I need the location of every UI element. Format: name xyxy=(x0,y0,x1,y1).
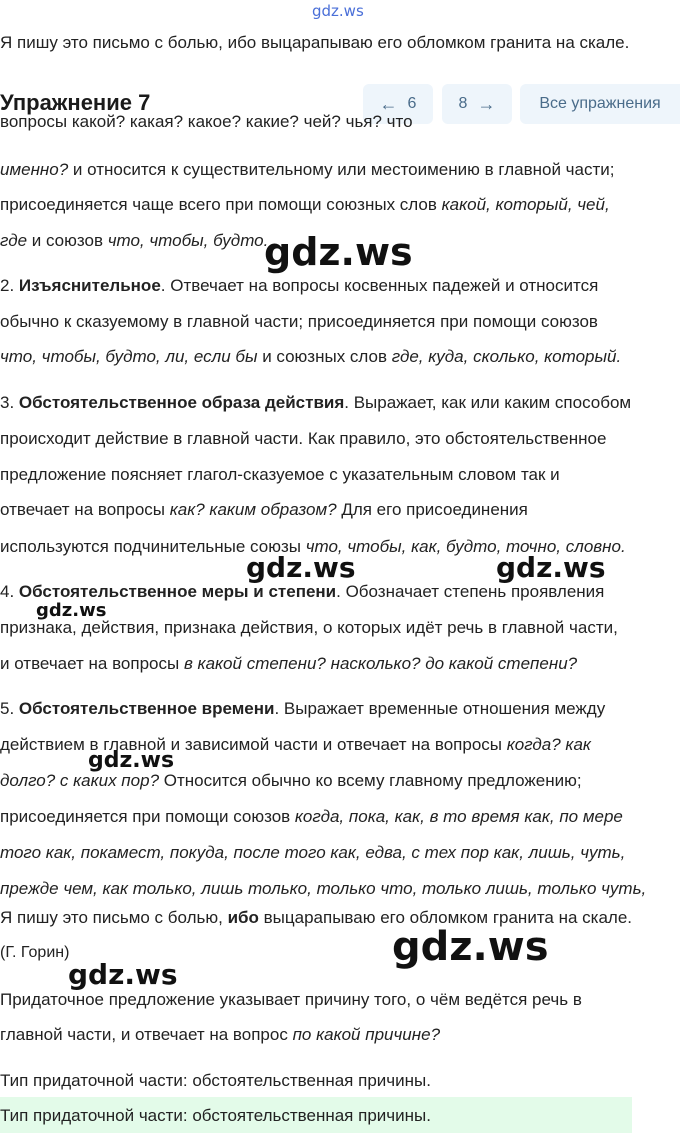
text-line: долго? с каких пор? Относится обычно ко всему главному предложению; xyxy=(0,771,582,790)
next-exercise-button[interactable] xyxy=(442,84,512,124)
watermark: gdz.ws xyxy=(68,958,178,991)
watermark-top: gdz.ws xyxy=(312,2,364,20)
text-line: происходит действие в главной части. Как правило, это обстоятельственное xyxy=(0,429,607,448)
arrow-left-icon: ← xyxy=(379,93,398,114)
text-line: признака, действия, признака действия, о которых идёт речь в главной части, xyxy=(0,618,618,637)
cut-off-line: вопросы какой? какая? какое? какие? чей? чья? что xyxy=(0,112,413,131)
watermark: gdz.ws xyxy=(88,748,175,773)
text-line: 5. Обстоятельственное времени. Выражает временные отношения между xyxy=(0,699,606,718)
prev-exercise-label: 6 xyxy=(407,95,417,112)
answer-type: Тип придаточной части: обстоятельственная причины. xyxy=(0,1071,431,1090)
top-sentence: Я пишу это письмо с болью, ибо выцарапываю его обломком гранита на скале. xyxy=(0,33,630,52)
page-title: Упражнение 7 xyxy=(0,90,151,115)
watermark: gdz.ws xyxy=(496,551,606,584)
text-line: 4. Обстоятельственное меры и степени. Обозначает степень проявления xyxy=(0,582,605,601)
text-line: присоединяется чаще всего при помощи союзных слов какой, который, чей, xyxy=(0,195,610,214)
text-line: 3. Обстоятельственное образа действия. Выражает, как или каким способом xyxy=(0,393,632,412)
text-line: действием в главной и зависимой части и отвечает на вопросы когда? как xyxy=(0,735,591,754)
watermark: gdz.ws xyxy=(36,600,107,621)
text-line: именно? и относится к существительному или местоимению в главной части; xyxy=(0,160,615,179)
all-exercises-label: Все упражнения xyxy=(539,95,661,112)
answer-line: главной части, и отвечает на вопрос по какой причине? xyxy=(0,1025,441,1044)
answer-type-highlighted: Тип придаточной части: обстоятельственная причины. xyxy=(0,1106,431,1125)
text-line: предложение поясняет глагол-сказуемое с указательным словом так и xyxy=(0,465,560,484)
text-line: того как, покамест, покуда, после того как, едва, с тех пор как, лишь, чуть, xyxy=(0,843,626,862)
watermark: gdz.ws xyxy=(246,551,356,584)
answer-line: Придаточное предложение указывает причину того, о чём ведётся речь в xyxy=(0,990,582,1009)
watermark: gdz.ws xyxy=(264,230,413,274)
arrow-right-icon: → xyxy=(477,93,496,114)
example-sentence: Я пишу это письмо с болью, ибо выцарапываю его обломком гранита на скале. xyxy=(0,908,633,927)
text-line: используются подчинительные союзы что, чтобы, как, будто, точно, словно. xyxy=(0,537,626,556)
text-line: отвечает на вопросы как? каким образом? Для его присоединения xyxy=(0,500,528,519)
text-line: присоединяется при помощи союзов когда, пока, как, в то время как, по мере xyxy=(0,807,623,826)
text-line: прежде чем, как только, лишь только, только что, только лишь, только чуть, xyxy=(0,879,647,898)
example-author: (Г. Горин) xyxy=(0,944,70,961)
text-line: 2. Изъяснительное. Отвечает на вопросы косвенных падежей и относится xyxy=(0,276,599,295)
text-line: обычно к сказуемому в главной части; присоединяется при помощи союзов xyxy=(0,312,598,331)
text-line: где и союзов что, чтобы, будто. xyxy=(0,231,269,250)
text-line: и отвечает на вопросы в какой степени? насколько? до какой степени? xyxy=(0,654,578,673)
text-line: что, чтобы, будто, ли, если бы и союзных слов где, куда, сколько, который. xyxy=(0,347,622,366)
all-exercises-button[interactable] xyxy=(520,84,680,124)
next-exercise-label: 8 xyxy=(458,95,468,112)
watermark: gdz.ws xyxy=(392,924,549,970)
